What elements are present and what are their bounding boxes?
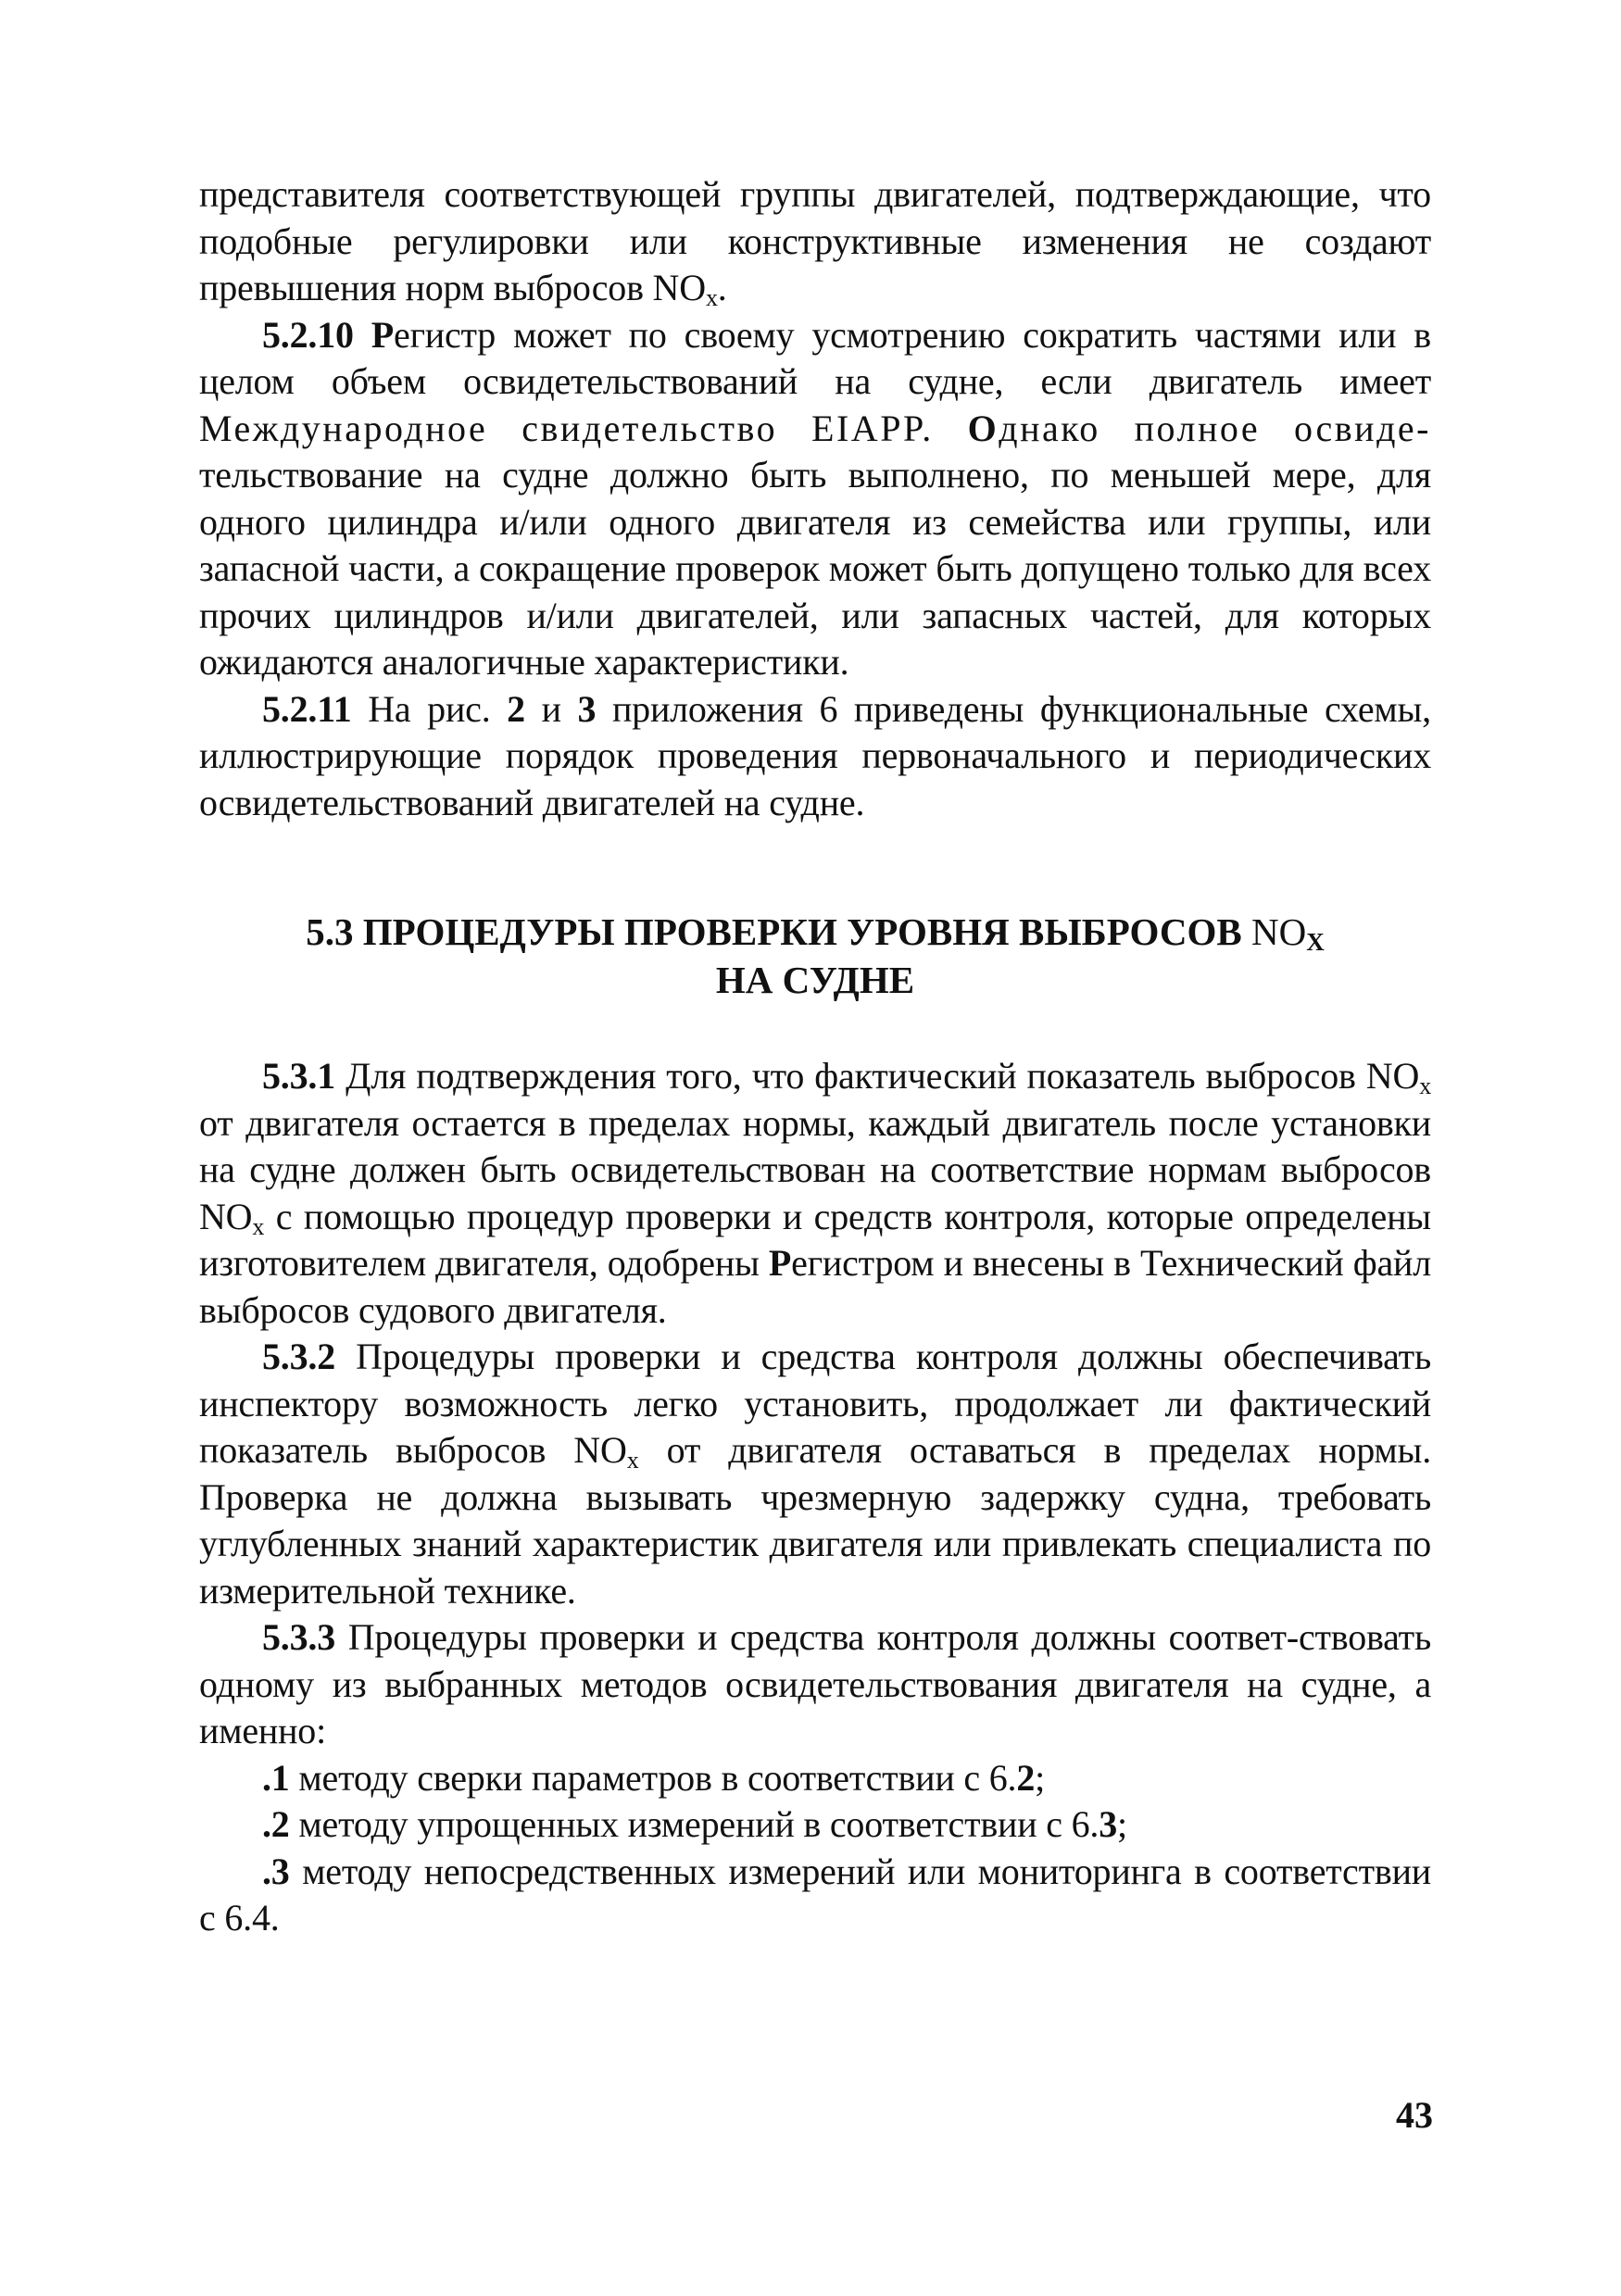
paragraph-5-3-2: 5.3.2 Процедуры проверки и средства контроля должны обеспечивать инспектору возможность легко установить, продолжает ли фактический показатель выбросов $NO_x$ от двигателя оставаться в пределах нормы. Проверка не должна вызывать чрезмерную задержку судна, требовать углубленных знаний характеристик двигателя или привлекать специалиста по измерительной технике. bbox=[199, 1336, 1431, 1612]
paragraph-5-3-1: 5.3.1 Для подтверждения того, что фактический показатель выбросов $NO_x$ от двигателя остается в пределах нормы, каждый двигатель после установки на судне должен быть освидетельствован на соответствие нормам выбросов $NO_x$ с помощью процедур проверки и средств контроля, которые определены изготовителем двигателя, одобрены Регистром и внесены в Технический файл выбросов судового двигателя. bbox=[199, 1055, 1431, 1331]
clause-number: 5.3.2 bbox=[262, 1336, 336, 1377]
clause-number: 5.2.10 bbox=[262, 313, 354, 356]
heading-line-2: НА СУДНЕ bbox=[715, 959, 915, 1001]
paragraph-5-2-11: 5.2.11 На рис. 2 и 3 приложения 6 приведены функциональные схемы, иллюстрирующие порядок проведения первоначального и периодических освидетельствований двигателей на судне. bbox=[199, 687, 1431, 823]
page-number: 43 bbox=[1396, 2094, 1433, 2136]
clause-number: 5.3.1 bbox=[262, 1055, 336, 1097]
clause-number: 5.3.3 bbox=[262, 1616, 336, 1658]
list-item-2: .2 методу упрощенных измерений в соответствии с 6.3; bbox=[262, 1803, 1127, 1845]
list-item-1: .1 методу сверки параметров в соответствии с 6.2; bbox=[262, 1756, 1046, 1799]
paragraph-5-3-3: 5.3.3 Процедуры проверки и средства контроля должны соответ-ствовать одному из выбранных методов освидетельствования двигателя на судне, а именно: bbox=[199, 1616, 1431, 1751]
body-text-lower bbox=[199, 1053, 1431, 1942]
paragraph-continuation: представителя соответствующей группы двигателей, подтверждающие, что подобные регулировки или конструктивные изменения не создают превышения норм выбросов $NO_x$. bbox=[199, 173, 1431, 311]
clause-number: 5.2.11 bbox=[262, 687, 352, 730]
list-item-3: .3 методу непосредственных измерений или мониторинга в соответствии с 6.4. bbox=[199, 1850, 1431, 1938]
heading-line-1: 5.3 ПРОЦЕДУРЫ ПРОВЕРКИ УРОВНЯ ВЫБРОСОВ $NO_X$ bbox=[306, 910, 1325, 956]
paragraph-5-2-10: 5.2.10 Регистр может по своему усмотрению сократить частями или в целом объем освидетельствований на судне, если двигатель имеет Международное свидетельство EIAPP. Однако полное освиде-тельствование на судне должно быть выполнено, по меньшей мере, для одного цилиндра и/или одного двигателя из семейства или группы, или запасной части, а сокращение проверок может быть допущено только для всех прочих цилиндров и/или двигателей, или запасных частей, для которых ожидаются аналогичные характеристики. bbox=[199, 313, 1431, 683]
section-heading bbox=[199, 908, 1431, 1004]
body-text-upper bbox=[199, 171, 1431, 826]
